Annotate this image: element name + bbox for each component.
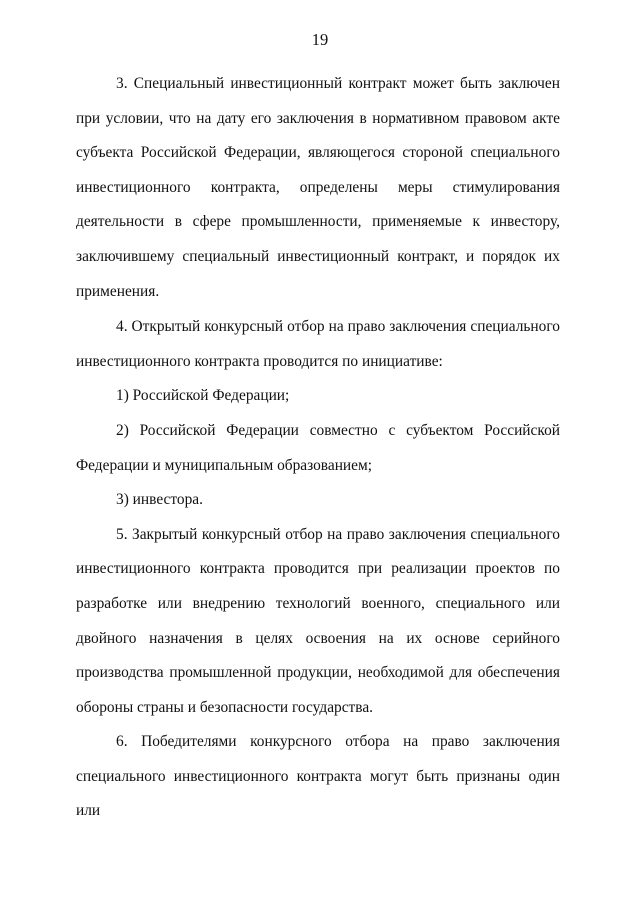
- list-item-3: 3) инвестора.: [116, 491, 203, 509]
- list-item-1: 1) Российской Федерации;: [116, 387, 290, 405]
- page-number: 19: [311, 30, 329, 49]
- paragraph-5: 5. Закрытый конкурсный отбор на право заключения специального инвестиционного контракта проводится при реализации проектов по разработке или внедрению технологий военного, специального или двойного назначения в целях освоения на их основе серийного производства промышленной продукции, необходимой для обеспечения обороны страны и безопасности государства.: [76, 525, 560, 716]
- paragraph-3: 3. Специальный инвестиционный контракт может быть заключен при условии, что на дату его заключения в нормативном правовом акте субъекта Российской Федерации, являющегося стороной специального инвестиционного контракта, определены меры стимулирования деятельности в сфере промышленности, применяемые к инвестору, заключившему специальный инвестиционный контракт, и порядок их применения.: [76, 75, 560, 300]
- paragraph-6: 6. Победителями конкурсного отбора на право заключения специального инвестиционного контракта могут быть признаны один или: [76, 733, 560, 820]
- paragraph-4: 4. Открытый конкурсный отбор на право заключения специального инвестиционного контракта проводится по инициативе:: [76, 318, 560, 370]
- document-body: [76, 67, 560, 829]
- list-item-2: 2) Российской Федерации совместно с субъектом Российской Федерации и муниципальным образованием;: [76, 421, 560, 474]
